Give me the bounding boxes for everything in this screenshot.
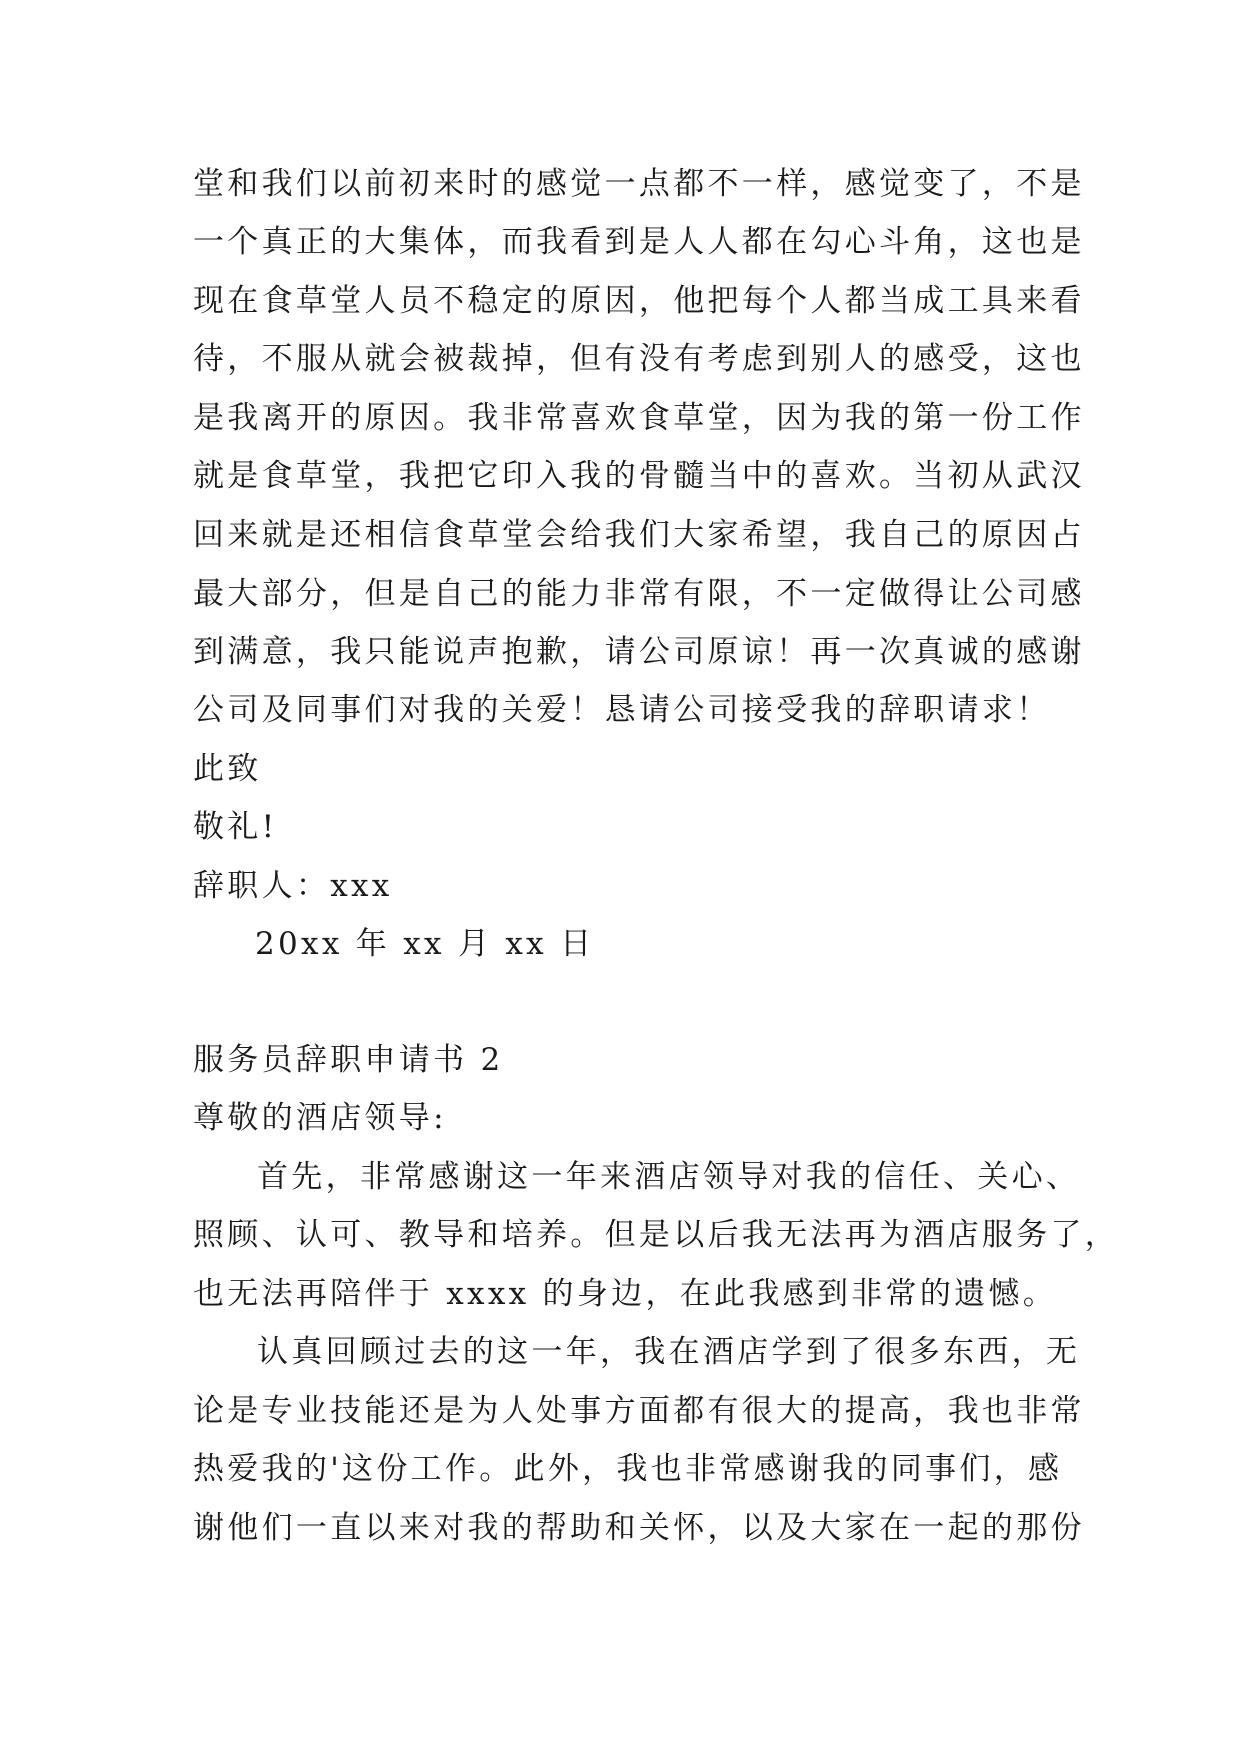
paragraph-line: 谢他们一直以来对我的帮助和关怀，以及大家在一起的那份 bbox=[193, 1510, 1085, 1546]
paragraph-line: 论是专业技能还是为人处事方面都有很大的提高，我也非常 bbox=[193, 1393, 1085, 1429]
body-line: 回来就是还相信食草堂会给我们大家希望，我自己的原因占 bbox=[193, 517, 1085, 553]
closing-line: 此致 bbox=[193, 751, 262, 787]
body-line: 现在食草堂人员不稳定的原因，他把每个人都当成工具来看 bbox=[193, 283, 1085, 319]
body-line: 公司及同事们对我的关爱！恳请公司接受我的辞职请求！ bbox=[193, 692, 1051, 728]
body-line: 最大部分，但是自己的能力非常有限，不一定做得让公司感 bbox=[193, 576, 1085, 612]
body-line: 一个真正的大集体，而我看到是人人都在勾心斗角，这也是 bbox=[193, 224, 1085, 260]
body-line: 是我离开的原因。我非常喜欢食草堂，因为我的第一份工作 bbox=[193, 400, 1085, 436]
signer-line: 辞职人：xxx bbox=[193, 868, 393, 904]
body-line: 就是食草堂，我把它印入我的骨髓当中的喜欢。当初从武汉 bbox=[193, 458, 1085, 494]
body-line: 到满意，我只能说声抱歉，请公司原谅！再一次真诚的感谢 bbox=[193, 634, 1085, 670]
date-line: 20xx 年 xx 月 xx 日 bbox=[255, 926, 595, 962]
paragraph-line: 也无法再陪伴于 xxxx 的身边，在此我感到非常的遗憾。 bbox=[193, 1276, 1058, 1312]
section-title: 服务员辞职申请书 2 bbox=[193, 1042, 504, 1078]
greeting-line: 尊敬的酒店领导: bbox=[193, 1100, 447, 1136]
paragraph-line: 认真回顾过去的这一年，我在酒店学到了很多东西，无 bbox=[257, 1334, 1081, 1370]
body-line: 堂和我们以前初来时的感觉一点都不一样，感觉变了，不是 bbox=[193, 166, 1085, 202]
salute-line: 敬礼! bbox=[193, 809, 278, 845]
paragraph-line: 热爱我的'这份工作。此外，我也非常感谢我的同事们，感 bbox=[193, 1451, 1063, 1487]
paragraph-line: 照顾、认可、教导和培养。但是以后我无法再为酒店服务了， bbox=[193, 1217, 1120, 1253]
body-line: 待，不服从就会被裁掉，但有没有考虑到别人的感受，这也 bbox=[193, 341, 1085, 377]
paragraph-line: 首先，非常感谢这一年来酒店领导对我的信任、关心、 bbox=[257, 1159, 1081, 1195]
